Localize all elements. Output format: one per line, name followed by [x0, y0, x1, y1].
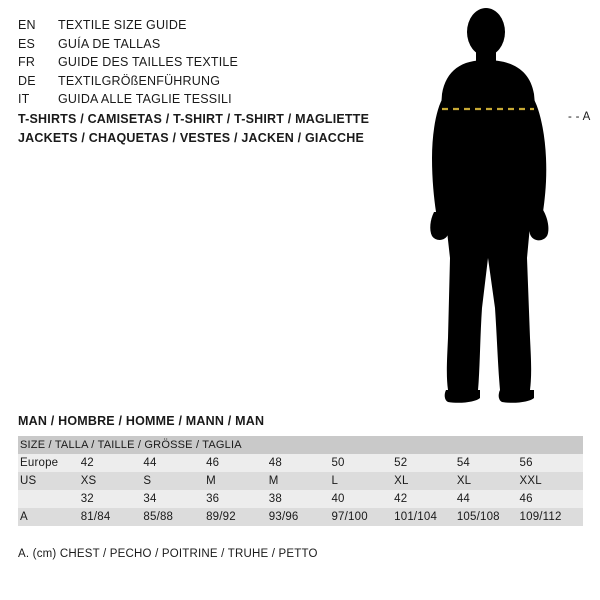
row-label: US: [20, 475, 37, 487]
language-row: [18, 53, 378, 72]
table-row: [18, 490, 583, 508]
cell: 38: [268, 493, 282, 505]
cell: 101/104: [394, 511, 438, 523]
category-jackets: JACKETS / CHAQUETAS / VESTES / JACKEN / GIACCHE: [18, 131, 365, 145]
row-label: A: [20, 511, 28, 523]
language-code: ES: [18, 36, 36, 51]
cell: 54: [456, 457, 471, 469]
table-header-label: SIZE / TALLA / TAILLE / GRÖSSE / TAGLIA: [20, 439, 242, 451]
table-footnote: A. (cm) CHEST / PECHO / POITRINE / TRUHE / PETTO: [18, 548, 318, 560]
cell: 44: [143, 457, 157, 469]
table-row: [18, 508, 583, 526]
language-title: GUÍA DE TALLAS: [58, 36, 161, 51]
language-row: [18, 35, 378, 54]
cell: 46: [519, 493, 533, 505]
language-code: FR: [18, 55, 36, 69]
measure-label-a: [568, 111, 591, 123]
cell: 32: [80, 493, 94, 505]
table-header-row: [18, 436, 583, 454]
cell: XL: [456, 475, 472, 487]
cell: 93/96: [268, 511, 299, 523]
size-table-section: [18, 414, 583, 526]
cell: 105/108: [456, 511, 500, 523]
cell: 81/84: [80, 511, 111, 523]
language-row: [18, 90, 378, 109]
cell: 56: [519, 457, 533, 469]
table-row: [18, 472, 583, 490]
measure-letter: A: [582, 111, 591, 123]
cell: 89/92: [206, 511, 236, 523]
measure-dash: - -: [568, 111, 580, 123]
cell: 50: [331, 457, 345, 469]
language-title: GUIDE DES TAILLES TEXTILE: [58, 55, 239, 69]
cell: 85/88: [143, 511, 174, 523]
cell: 52: [394, 457, 408, 469]
language-code: IT: [18, 92, 30, 106]
table-row: [18, 454, 583, 472]
cell: 36: [206, 493, 220, 505]
row-label: Europe: [20, 457, 59, 469]
cell: 40: [331, 493, 345, 505]
cell: 48: [268, 457, 282, 469]
language-row: [18, 72, 378, 91]
cell: S: [143, 475, 152, 487]
cell: XS: [80, 475, 97, 487]
size-table: [18, 436, 583, 526]
language-code: DE: [18, 73, 36, 88]
category-tshirts: T-SHIRTS / CAMISETAS / T-SHIRT / T-SHIRT / MAGLIETTE: [18, 112, 370, 126]
language-code: EN: [18, 18, 36, 32]
cell: M: [268, 475, 279, 487]
cell: 34: [143, 493, 157, 505]
row-label: [18, 490, 81, 508]
language-row: [18, 16, 378, 35]
cell: 42: [80, 457, 94, 469]
language-title: TEXTILGRÖßENFÜHRUNG: [58, 73, 221, 88]
cell: 46: [206, 457, 220, 469]
table-title: MAN / HOMBRE / HOMME / MANN / MAN: [18, 414, 265, 428]
cell: 44: [456, 493, 471, 505]
cell: M: [206, 475, 216, 487]
language-title: TEXTILE SIZE GUIDE: [58, 18, 187, 32]
cell: 97/100: [331, 511, 368, 523]
category-list: [18, 110, 418, 148]
male-silhouette-icon: [400, 8, 600, 408]
cell: 109/112: [519, 511, 562, 523]
body-figure: [400, 8, 600, 408]
cell: L: [331, 475, 339, 487]
language-title: GUIDA ALLE TAGLIE TESSILI: [58, 92, 232, 106]
language-list: [18, 16, 378, 109]
cell: XXL: [519, 475, 542, 487]
cell: XL: [394, 475, 409, 487]
cell: 42: [394, 493, 408, 505]
